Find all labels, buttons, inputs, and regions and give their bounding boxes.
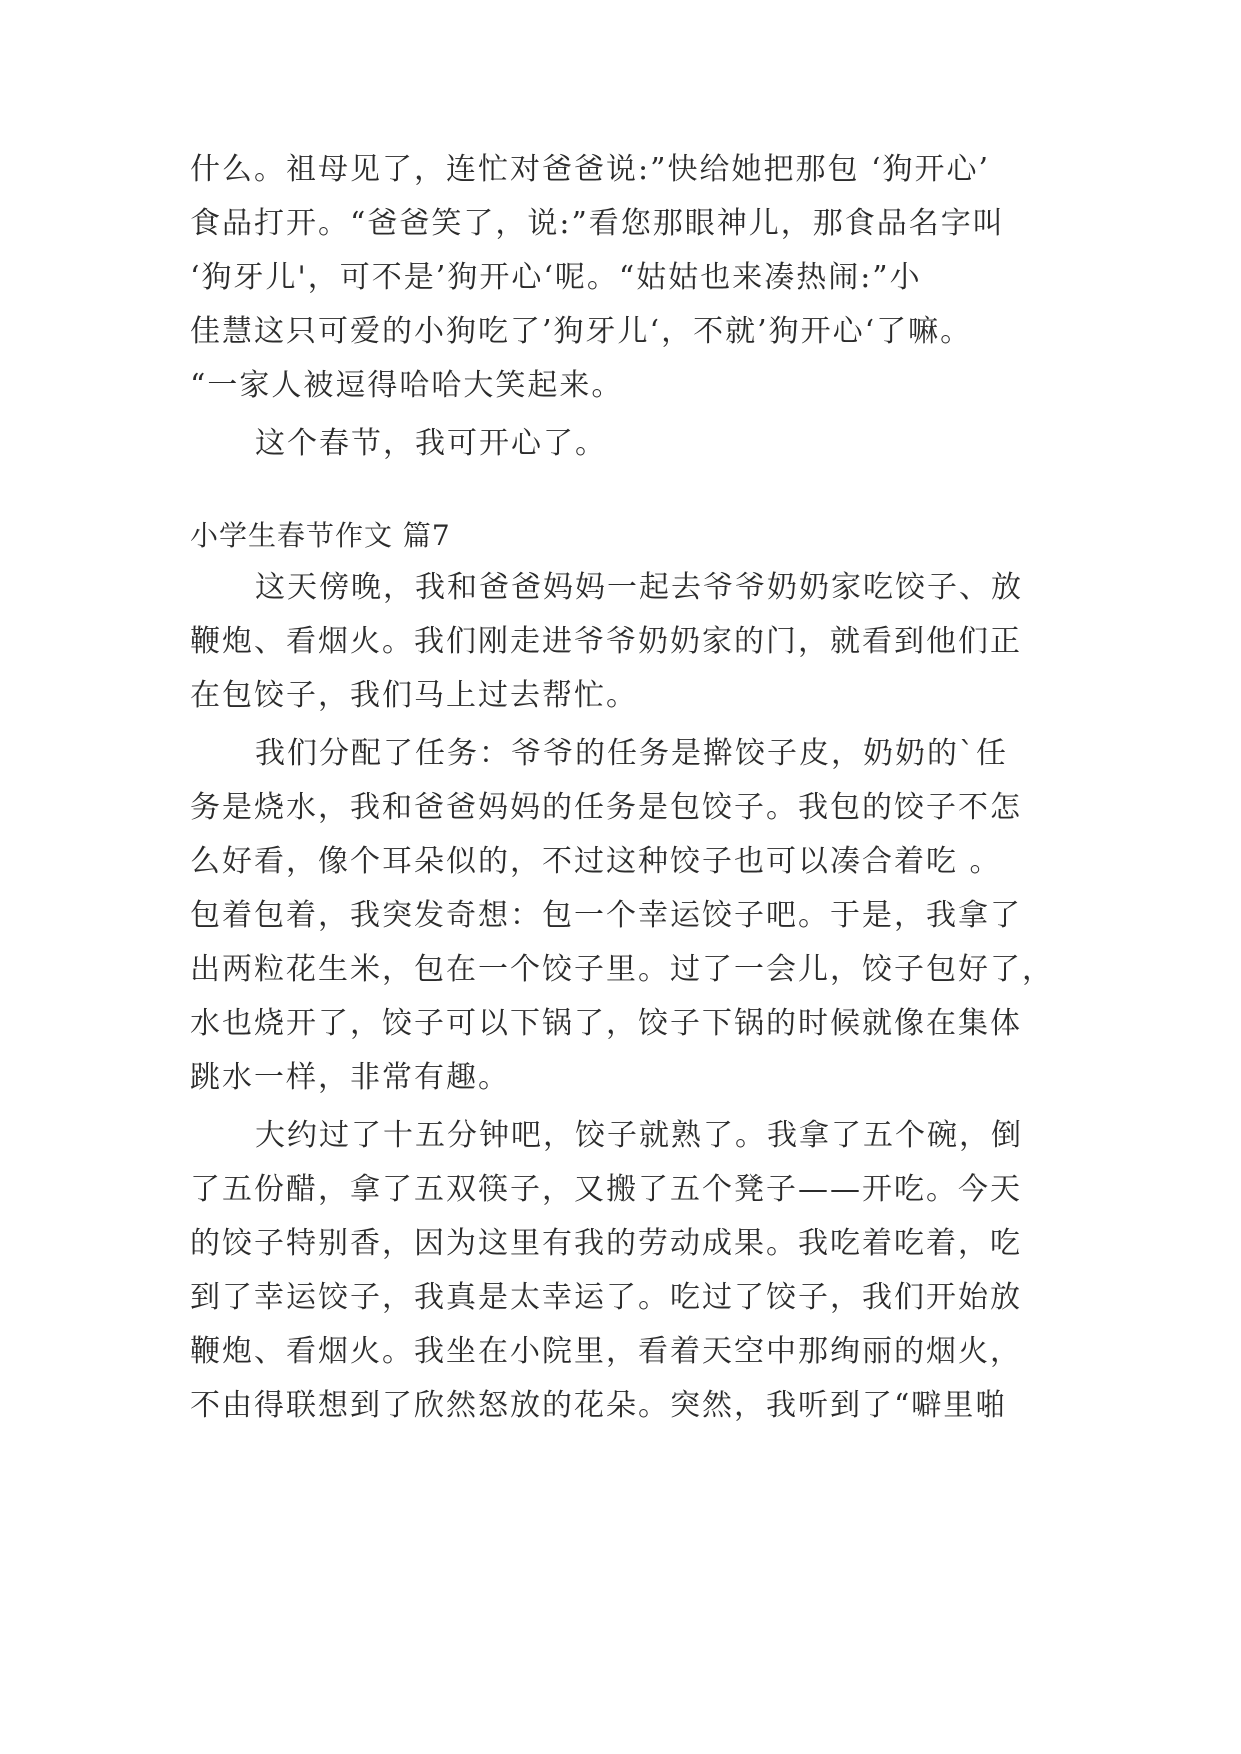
text-line: 出两粒花生米，包在一个饺子里。过了一会儿，饺子包好了， — [190, 952, 1054, 987]
text-line: 鞭炮、看烟火。我坐在小院里，看着天空中那绚丽的烟火， — [190, 1334, 1022, 1369]
text-line: 鞭炮、看烟火。我们刚走进爷爷奶奶家的门，就看到他们正 — [190, 624, 1022, 659]
section-heading: 小学生春节作文 篇7 — [190, 519, 451, 552]
text-line: 这天傍晚，我和爸爸妈妈一起去爷爷奶奶家吃饺子、放 — [255, 570, 1023, 605]
text-line: ‘狗牙儿'，可不是’狗开心‘呢。“姑姑也来凑热闹:”小 — [190, 260, 922, 295]
text-line: 了五份醋，拿了五双筷子，又搬了五个凳子——开吃。今天 — [190, 1172, 1022, 1207]
text-line: 的饺子特别香，因为这里有我的劳动成果。我吃着吃着，吃 — [190, 1226, 1022, 1261]
text-line: 跳水一样，非常有趣。 — [190, 1060, 510, 1095]
text-line: 水也烧开了，饺子可以下锅了，饺子下锅的时候就像在集体 — [190, 1006, 1022, 1041]
text-line: 包着包着，我突发奇想：包一个幸运饺子吧。于是，我拿了 — [190, 898, 1022, 933]
text-line: 佳慧这只可爱的小狗吃了’狗牙儿‘，不就’狗开心‘了嘛。 — [190, 314, 973, 349]
text-line: 不由得联想到了欣然怒放的花朵。突然，我听到了“噼里啪 — [190, 1388, 1008, 1423]
text-line: 在包饺子，我们马上过去帮忙。 — [190, 678, 638, 713]
text-line: 这个春节，我可开心了。 — [255, 426, 607, 461]
text-line: 什么。祖母见了，连忙对爸爸说:”快给她把那包 ‘狗开心’ — [190, 152, 991, 187]
text-line: 到了幸运饺子，我真是太幸运了。吃过了饺子，我们开始放 — [190, 1280, 1022, 1315]
text-line: “一家人被逗得哈哈大笑起来。 — [190, 368, 624, 403]
text-line: 大约过了十五分钟吧，饺子就熟了。我拿了五个碗，倒 — [255, 1118, 1023, 1153]
text-line: 务是烧水，我和爸爸妈妈的任务是包饺子。我包的饺子不怎 — [190, 790, 1022, 825]
text-line: 食品打开。“爸爸笑了，说:”看您那眼神儿，那食品名字叫 — [190, 206, 1005, 241]
text-line: 我们分配了任务：爷爷的任务是擀饺子皮，奶奶的`任 — [255, 736, 1008, 771]
text-line: 么好看，像个耳朵似的，不过这种饺子也可以凑合着吃 。 — [190, 844, 1002, 879]
